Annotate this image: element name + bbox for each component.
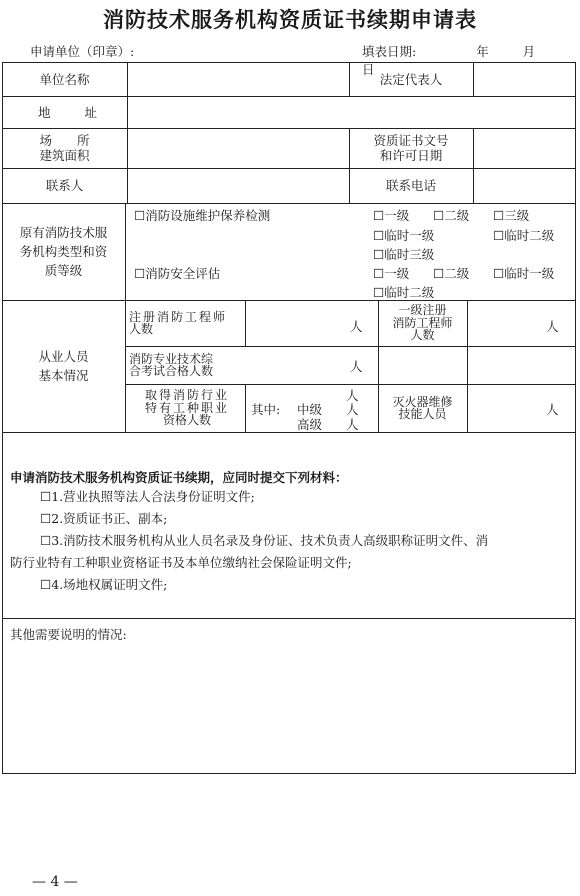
contact-field[interactable]: [127, 168, 349, 203]
material-item-2[interactable]: ☐2.资质证书正、副本;: [40, 511, 168, 526]
material-item-3-cont: 防行业特有工种职业资格证书及本单位缴纳社会保险证明文件;: [10, 555, 352, 570]
maintain-temp-grade-3[interactable]: ☐临时三级: [373, 247, 435, 262]
phone-label: 联系电话: [385, 178, 436, 193]
tech-exam-unit: 人: [350, 359, 363, 374]
month-label: 月: [522, 44, 536, 59]
address-field[interactable]: [127, 96, 576, 128]
org-type-label-2: 务机构类型和资: [19, 244, 108, 259]
fill-date-label: 填表日期:: [362, 44, 417, 59]
cert-number-field[interactable]: [473, 128, 576, 168]
extinguisher-label-1: 灭火器维修: [392, 394, 453, 409]
org-type-label-1: 原有消防技术服: [19, 225, 108, 240]
high-level-unit: 人: [346, 417, 359, 432]
assess-temp-grade-2[interactable]: ☐临时二级: [373, 285, 435, 300]
other-notes-label: 其他需要说明的情况:: [10, 627, 127, 642]
year-label: 年: [476, 44, 489, 59]
materials-heading: 申请消防技术服务机构资质证书续期，应同时提交下列材料：: [10, 470, 348, 485]
material-item-3[interactable]: ☐3.消防技术服务机构从业人员名录及身份证、技术负责人高级职称证明文件、消: [40, 533, 489, 548]
applicant-label: 申请单位（印章）:: [30, 44, 135, 59]
reg-engineer-label: [125, 300, 245, 346]
material-item-1[interactable]: ☐1.营业执照等法人合法身份证明文件;: [40, 489, 255, 504]
extinguisher-unit: 人: [546, 402, 559, 417]
level1-engineer-label: [378, 300, 467, 346]
level1-engineer-unit: 人: [546, 319, 559, 334]
level1-engineer-label-3: 人数: [410, 328, 435, 343]
among-label: 其中:: [251, 402, 281, 417]
legal-rep-field[interactable]: [473, 62, 576, 96]
maintain-grade-2[interactable]: ☐二级: [433, 208, 470, 223]
site-area-field[interactable]: [127, 128, 349, 168]
assess-grade-2[interactable]: ☐二级: [433, 266, 470, 281]
tech-exam-label-1: 消防专业技术综: [129, 351, 214, 366]
material-item-4[interactable]: ☐4.场地权属证明文件;: [40, 577, 168, 592]
form-title: 消防技术服务机构资质证书续期申请表: [103, 8, 477, 32]
assessment-checkbox[interactable]: ☐消防安全评估: [134, 266, 221, 281]
reg-engineer-unit: 人: [350, 319, 363, 334]
maintain-grade-3[interactable]: ☐三级: [493, 208, 530, 223]
contact-label: 联系人: [45, 178, 84, 193]
staff-label: [2, 300, 125, 432]
special-trade-label-2: 特有工种职业: [144, 400, 229, 415]
staff-label-2: 基本情况: [38, 368, 89, 383]
level1-engineer-label-1: 一级注册: [398, 303, 447, 318]
mid-level-unit: 人: [346, 402, 359, 417]
cert-number-label-2: 和许可日期: [379, 148, 443, 163]
reg-engineer-label-1: 注册消防工程师: [129, 309, 228, 324]
address-label: [2, 96, 127, 128]
unit-name-field[interactable]: [127, 62, 349, 96]
tech-exam-label-2: 合考试合格人数: [129, 364, 214, 378]
site-area-label-2: 建筑面积: [39, 148, 90, 163]
org-type-label: [2, 203, 125, 300]
page-number: — 4 —: [32, 874, 78, 890]
special-trade-label: [125, 384, 245, 432]
cert-number-label-1: 资质证书文号: [373, 133, 449, 148]
maintenance-checkbox[interactable]: ☐消防设施维护保养检测: [134, 208, 271, 223]
assess-temp-grade-1[interactable]: ☐临时一级: [493, 266, 555, 281]
site-area-label: [2, 128, 127, 168]
unit-name-label: 单位名称: [39, 71, 90, 87]
address-label-2: 址: [84, 104, 97, 120]
cert-number-label: [349, 128, 473, 168]
special-total-unit: 人: [346, 388, 359, 403]
other-notes-field[interactable]: [2, 648, 576, 772]
mid-level-label: 中级: [297, 402, 323, 417]
high-level-label: 高级: [297, 417, 323, 432]
assess-grade-1[interactable]: ☐一级: [373, 266, 410, 281]
maintain-temp-grade-2[interactable]: ☐临时二级: [493, 228, 555, 243]
day-label: 日: [362, 62, 375, 77]
address-label-1: 地: [38, 104, 51, 120]
special-trade-label-1: 取得消防行业: [144, 388, 229, 403]
staff-label-1: 从业人员: [38, 349, 89, 364]
maintain-temp-grade-1[interactable]: ☐临时一级: [373, 228, 435, 243]
site-area-label-1: 场 所: [39, 133, 90, 148]
maintain-grade-1[interactable]: ☐一级: [373, 208, 410, 223]
reg-engineer-label-2: 人数: [129, 322, 154, 336]
org-type-label-3: 质等级: [44, 263, 83, 278]
special-trade-label-3: 资格人数: [162, 413, 211, 428]
extinguisher-label-2: 技能人员: [398, 407, 447, 421]
phone-field[interactable]: [473, 168, 576, 203]
legal-rep-label: 法定代表人: [379, 71, 443, 87]
extinguisher-label: [378, 384, 467, 432]
level1-engineer-label-2: 消防工程师: [392, 315, 453, 330]
tech-exam-label: [125, 346, 245, 384]
